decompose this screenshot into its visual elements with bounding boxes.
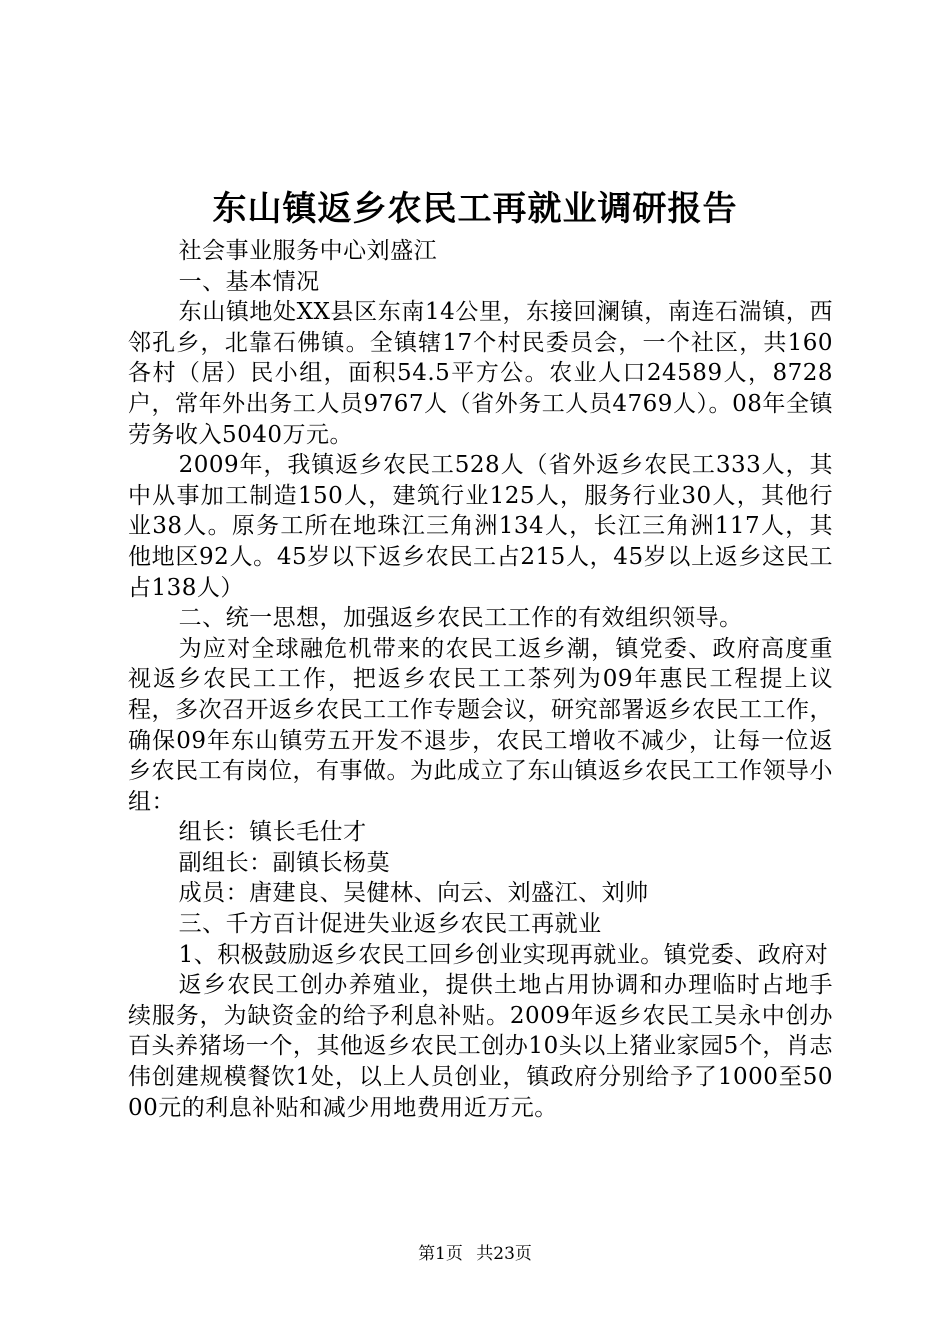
section-heading-3: 三、千方百计促进失业返乡农民工再就业 (178, 911, 602, 938)
section-heading-1: 一、基本情况 (178, 268, 320, 295)
document-body (128, 236, 833, 1123)
page-total: 共23页 (476, 1244, 532, 1264)
group-leader-line: 组长：镇长毛仕才 (178, 819, 367, 846)
page-number: 第1页 (418, 1244, 463, 1264)
subsection-1: 1、积极鼓励返乡农民工回乡创业实现再就业。镇党委、政府对 (178, 941, 829, 968)
paragraph-response: 为应对全球融危机带来的农民工返乡潮，镇党委、政府高度重视返乡农民工工作，把返乡农民工工茶列为09年惠民工程提上议程，多次召开返乡农民工工作专题会议，研究部署返乡农民工工作，确保09年东山镇劳五开发不退步，农民工增收不减少，让每一位返乡农民工有岗位，有事做。为此成立了东山镇返乡农民工工作领导小组： (128, 635, 833, 815)
author-line: 社会事业服务中心刘盛江 (178, 238, 438, 264)
paragraph-entrepreneurship: 返乡农民工创办养殖业，提供土地占用协调和办理临时占地手续服务，为缺资金的给予利息补贴。2009年返乡农民工吴永中创办百头养猪场一个，其他返乡农民工创办10头以上猪业家园5个，肖志伟创建规模餐饮1处，以上人员创业，镇政府分别给予了1000至5000元的利息补贴和减少用地费用近万元。 (128, 972, 833, 1121)
paragraph-2009-stats: 2009年，我镇返乡农民工528人（省外返乡农民工333人，其中从事加工制造150人，建筑行业125人，服务行业30人，其他行业38人。原务工所在地珠江三角洲134人，长江三角洲117人，其他地区92人。45岁以下返乡农民工占215人，45岁以上返乡这民工占138人） (128, 452, 833, 601)
section-heading-2: 二、统一思想，加强返乡农民工工作的有效组织领导。 (178, 605, 743, 632)
paragraph-basic-info: 东山镇地处XX县区东南14公里，东接回澜镇，南连石湍镇，西邻孔乡，北靠石佛镇。全镇辖17个村民委员会，一个社区，共160各村（居）民小组，面积54.5平方公。农业人口24589人，8728户，常年外出务工人员9767人（省外务工人员4769人）。08年全镇劳务收入5040万元。 (128, 299, 833, 448)
members-line: 成员：唐建良、吴健林、向云、刘盛江、刘帅 (178, 880, 649, 907)
document-title: 东山镇返乡农民工再就业调研报告 (212, 189, 738, 229)
page-footer (0, 1242, 950, 1266)
deputy-leader-line: 副组长：副镇长杨莫 (178, 849, 391, 876)
